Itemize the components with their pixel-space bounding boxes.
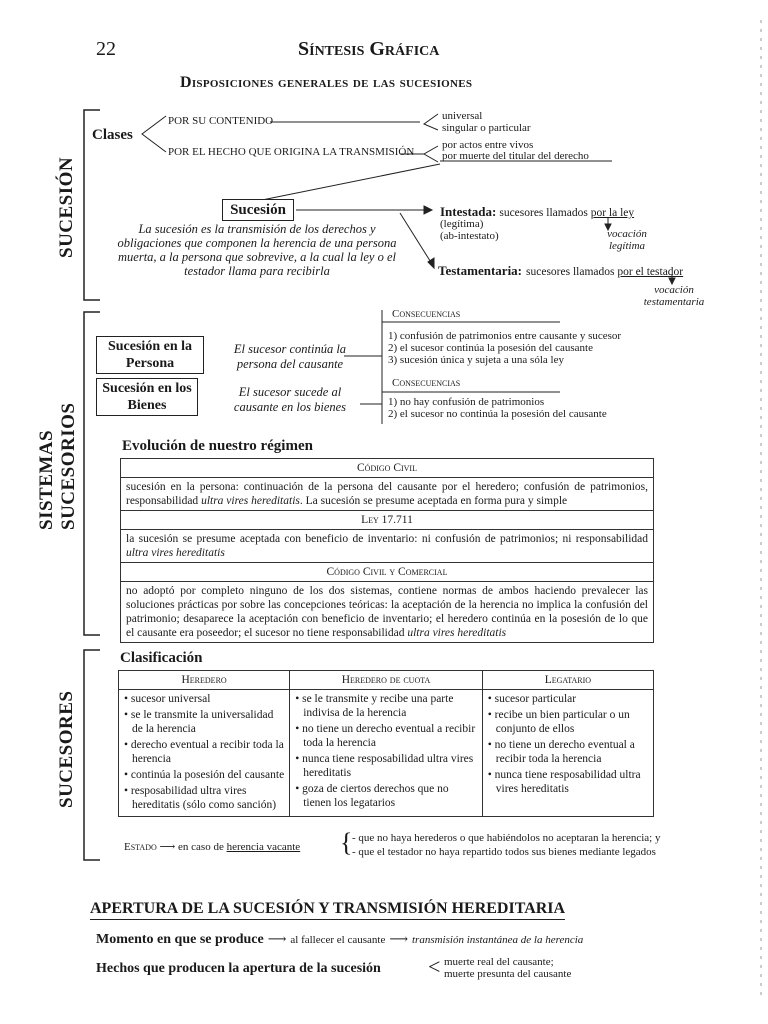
sucesion-bienes-label: Sucesión en los Bienes <box>102 381 192 413</box>
hechos-1: muerte real del causante; <box>444 956 554 968</box>
sucesion-box-label: Sucesión <box>230 202 286 218</box>
clases-label: Clases <box>92 127 133 143</box>
vocacion-legitima: vocación legítima <box>607 228 647 252</box>
testamentaria-por: por el testador <box>617 266 684 278</box>
testamentaria-label: Testamentaria: <box>438 263 523 278</box>
hechos-label: Hechos que producen la apertura de la sucesión <box>96 961 381 976</box>
intestada-legitima: (legítima) <box>440 218 484 230</box>
ley-text-a: la sucesión se presume aceptada con beneficio de inventario: ni confusión de patrimonios; ni responsabilidad <box>126 533 648 545</box>
evolucion-table <box>120 458 654 643</box>
sucesion-bienes-desc: El sucesor sucede al causante en los bienes <box>233 385 347 414</box>
cc-text-b: . La sucesión se presume aceptada en forma pura y simple <box>299 495 568 507</box>
list-item: • goza de ciertos derechos que no tienen los legatarios <box>295 783 449 809</box>
list-item: • nunca tiene resposabilidad ultra vires hereditatis <box>295 753 474 779</box>
consecuencias-persona-2: 2) el sucesor continúa la posesión del causante <box>388 342 593 354</box>
consecuencias-persona-1: 1) confusión de patrimonios entre causante y sucesor <box>388 330 622 342</box>
evolucion-ccc-text <box>121 582 654 643</box>
evolucion-ley-text <box>121 530 654 563</box>
evolucion-codigo-civil-header: Código Civil <box>121 459 654 478</box>
arrow-right-icon: ⟶ <box>159 841 176 853</box>
clases-por-contenido: POR SU CONTENIDO <box>168 115 274 127</box>
estado-cond-1: - que no haya herederos o que habiéndolos no aceptaran la herencia; y <box>352 832 661 844</box>
sucesion-persona-label: Sucesión en la Persona <box>107 339 192 371</box>
momento-result: transmisión instantánea de la herencia <box>411 934 584 946</box>
side-label-sucesion: SUCESIÓN <box>56 156 77 258</box>
estado-cond-2: - que el testador no haya repartido todos sus bienes mediante legados <box>352 846 656 858</box>
vocacion-testamentaria: vocación testamentaria <box>643 284 705 308</box>
clases-actos-vivos: por actos entre vivos <box>442 139 534 151</box>
page-number: 22 <box>96 38 116 60</box>
page-edge-decoration <box>754 0 768 1024</box>
side-label-sucesorios: SUCESORIOS <box>58 402 79 530</box>
sucesion-definition: La sucesión es la transmisión de los derechos y obligaciones que componen la herencia de una persona muerta, a la persona que sobrevive, a la cual la ley o el testador llama para recibirla <box>117 222 397 278</box>
side-label-sistemas: SISTEMAS <box>36 429 57 530</box>
col-heredero-cuota <box>290 690 483 817</box>
estado-label: Estado <box>124 841 157 853</box>
clases-por-hecho: POR EL HECHO QUE ORIGINA LA TRANSMISIÓN <box>168 146 415 158</box>
estado-vacante: herencia vacante <box>226 841 301 853</box>
consecuencias-persona-3: 3) sucesión única y sujeta a una sóla ley <box>388 354 564 366</box>
intestada-label: Intestada: <box>440 204 497 219</box>
list-item: • nunca tiene resposabilidad ultra vires hereditatis <box>487 769 641 795</box>
clases-singular: singular o particular <box>442 122 531 134</box>
intestada-ley: por la ley <box>590 207 635 219</box>
estado-line <box>124 840 300 853</box>
consecuencias-bienes-1: 1) no hay confusión de patrimonios <box>388 396 545 408</box>
clasificacion-table <box>118 670 654 817</box>
side-label-sucesores: SUCESORES <box>56 690 77 808</box>
less-than-brace: < <box>428 954 441 979</box>
ccc-text-a: no adoptó por completo ninguno de los dos sistemas, contiene normas de ambos haciendo prevalecer las soluciones prácticas por sobre las concepciones teóricas: la aceptación de la herencia no implica la confusión del patrimonio; desaparece la aceptación con beneficio de inventario; el heredero continúa en la posesión de lo que el causante era poseedor; el sucesor no tiene responsabilidad <box>126 585 648 639</box>
clases-muerte: por muerte del titular del derecho <box>442 150 589 162</box>
momento-text: al fallecer el causante <box>290 934 386 946</box>
page-header: Síntesis Gráfica <box>298 38 440 60</box>
ley-text-it: ultra vires hereditatis <box>126 547 225 559</box>
evolucion-codigo-civil-text <box>121 478 654 511</box>
evolucion-ley-header: Ley 17.711 <box>121 511 654 530</box>
list-item: • se le transmite y recibe una parte indivisa de la herencia <box>295 693 454 719</box>
list-item: • derecho eventual a recibir toda la herencia <box>124 739 284 765</box>
consecuencias-bienes-title: Consecuencias <box>392 377 461 389</box>
intestada-ab-intestato: (ab-intestato) <box>440 230 499 242</box>
evolucion-ccc-header: Código Civil y Comercial <box>121 563 654 582</box>
sucesion-bienes-box <box>96 378 198 416</box>
clasificacion-title: Clasificación <box>120 650 203 666</box>
consecuencias-persona-title: Consecuencias <box>392 308 461 320</box>
list-item: • no tiene un derecho eventual a recibir toda la herencia <box>295 723 476 749</box>
sucesion-persona-box <box>96 336 204 374</box>
list-item: • continúa la posesión del causante <box>124 769 285 781</box>
arrow-right-icon: ⟶ <box>389 931 408 946</box>
consecuencias-bienes-2: 2) el sucesor no continúa la posesión del causante <box>388 408 607 420</box>
header-heredero: Heredero <box>119 671 290 690</box>
list-item: • sucesor particular <box>487 693 577 705</box>
cc-text-a: sucesión en la persona: continuación de la persona del causante por el heredero; confusión de patrimonios, responsabilidad <box>126 481 648 507</box>
cc-text-it: ultra vires hereditatis <box>201 495 300 507</box>
estado-brace: { <box>340 828 353 857</box>
list-item: • no tiene un derecho eventual a recibir toda la herencia <box>487 739 635 765</box>
momento-label: Momento en que se produce <box>96 932 264 947</box>
list-item: • recibe un bien particular o un conjunto de ellos <box>487 709 630 735</box>
col-heredero <box>119 690 290 817</box>
list-item: • resposabilidad ultra vires hereditatis (sólo como sanción) <box>124 785 277 811</box>
ccc-text-it: ultra vires hereditatis <box>407 627 507 639</box>
header-legatario: Legatario <box>482 671 653 690</box>
evolucion-title: Evolución de nuestro régimen <box>122 438 313 454</box>
testamentaria-text: sucesores llamados <box>526 266 618 278</box>
col-legatario <box>482 690 653 817</box>
arrow-right-icon: ⟶ <box>267 931 287 946</box>
momento-line <box>96 930 583 948</box>
list-item: • se le transmite la universalidad de la herencia <box>124 709 274 735</box>
clases-universal: universal <box>442 110 483 122</box>
header-heredero-cuota: Heredero de cuota <box>290 671 483 690</box>
sucesion-persona-desc: El sucesor continúa la persona del causante <box>233 342 347 371</box>
apertura-title: APERTURA DE LA SUCESIÓN Y TRANSMISIÓN HEREDITARIA <box>90 900 565 920</box>
page-title: Disposiciones generales de las sucesiones <box>180 74 473 91</box>
estado-text: en caso de <box>178 841 227 853</box>
hechos-2: muerte presunta del causante <box>444 968 572 980</box>
list-item: • sucesor universal <box>124 693 211 705</box>
intestada-text: sucesores llamados <box>499 207 591 219</box>
